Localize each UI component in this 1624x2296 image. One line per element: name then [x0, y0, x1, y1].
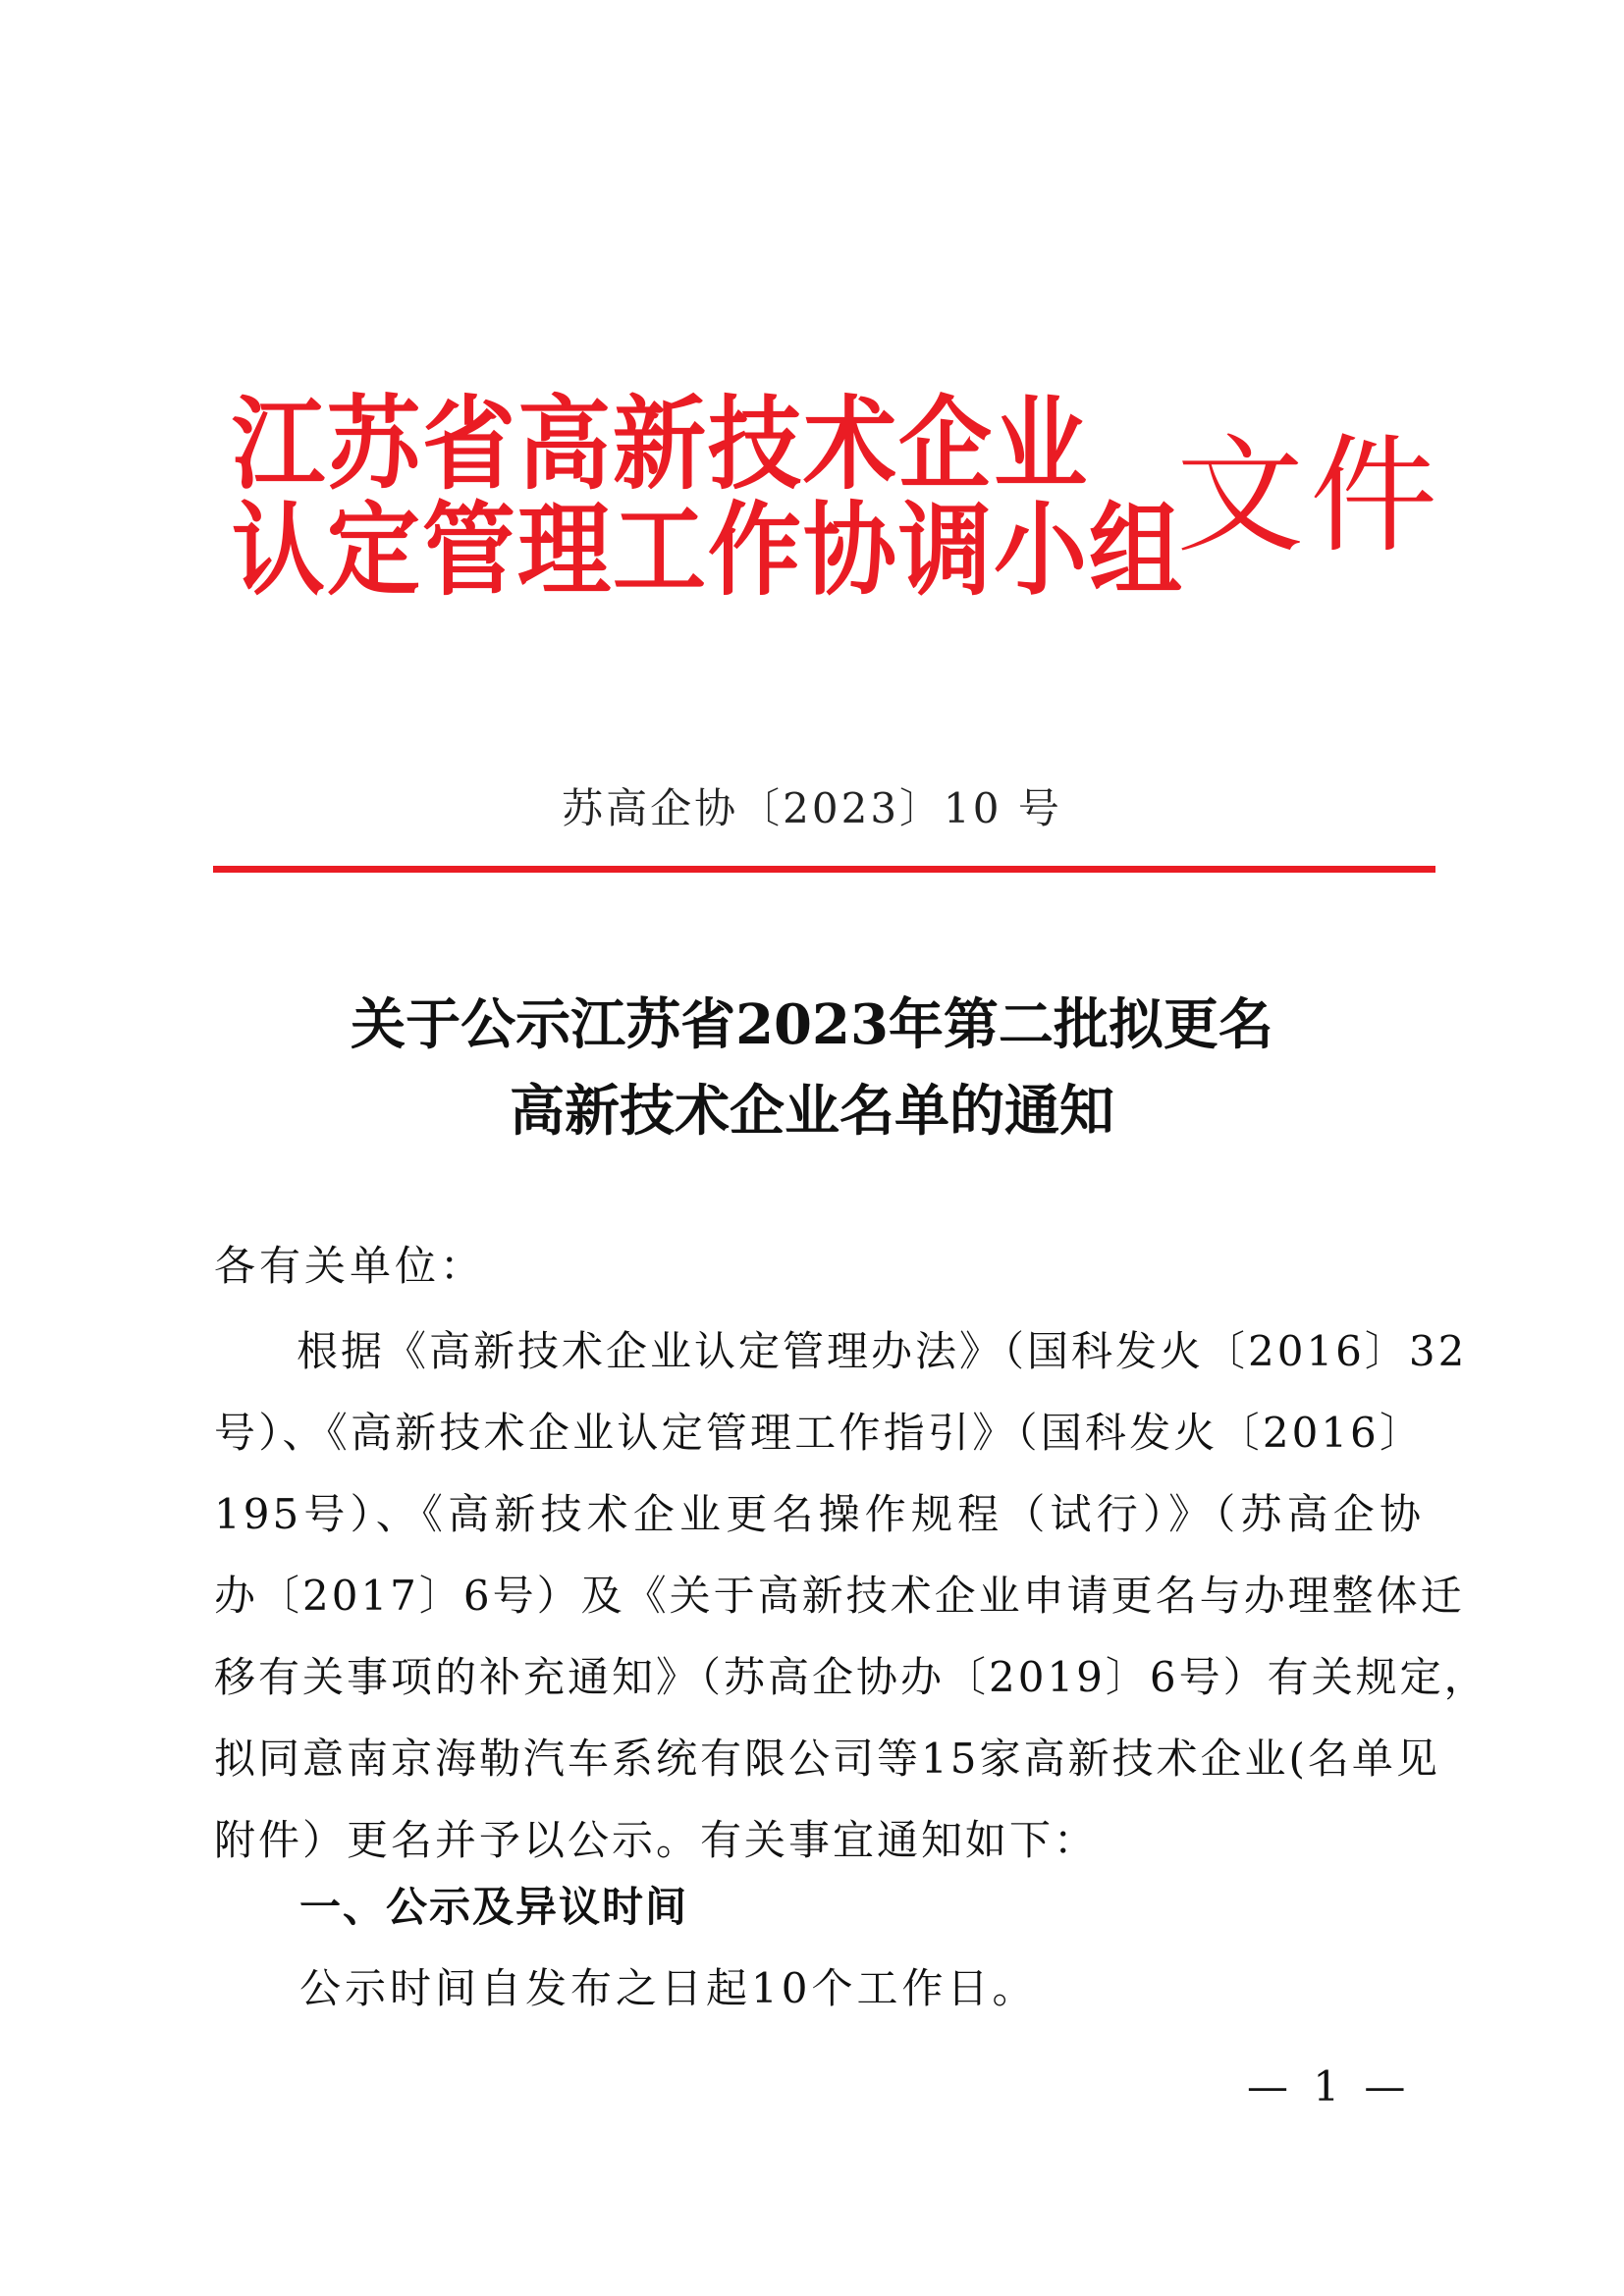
body-line: 拟同意南京海勒汽车系统有限公司等15家高新技术企业(名单见: [214, 1735, 1440, 1783]
red-divider-line: [213, 866, 1435, 873]
document-header: [232, 386, 1444, 643]
body-line: 附件）更名并予以公示。有关事宜通知如下：: [214, 1816, 1099, 1864]
document-type-label: 文件: [1176, 421, 1444, 570]
body-line: 号）、《高新技术企业认定管理工作指引》（国科发火〔2016〕: [214, 1409, 1424, 1457]
notice-title-line-1: 关于公示江苏省2023年第二批拟更名: [351, 992, 1273, 1057]
body-line: 根据《高新技术企业认定管理办法》（国科发火〔2016〕32: [297, 1327, 1468, 1375]
section-text: 公示时间自发布之日起10个工作日。: [299, 1964, 1038, 2012]
section-heading: 一、公示及异议时间: [299, 1883, 689, 1931]
notice-title: [0, 982, 1624, 1154]
notice-title-line-2: 高新技术企业名单的通知: [510, 1079, 1114, 1144]
issuing-organization: [232, 386, 1185, 610]
document-number: 苏高企协〔2023〕10 号: [562, 784, 1062, 832]
org-name-line-1: 江苏省高新技术企业: [232, 386, 1090, 504]
salutation: 各有关单位：: [214, 1242, 486, 1290]
org-name-line-2: 认定管理工作协调小组: [232, 492, 1185, 610]
body-paragraph: [214, 1310, 1489, 1881]
body-line: 移有关事项的补充通知》（苏高企协办〔2019〕6号）有关规定，: [214, 1653, 1489, 1701]
body-line: 195号）、《高新技术企业更名操作规程（试行）》（苏高企协: [214, 1490, 1424, 1538]
body-line: 办〔2017〕6号）及《关于高新技术企业申请更名与办理整体迁: [214, 1572, 1465, 1620]
page-number: — 1 —: [1247, 2062, 1412, 2110]
